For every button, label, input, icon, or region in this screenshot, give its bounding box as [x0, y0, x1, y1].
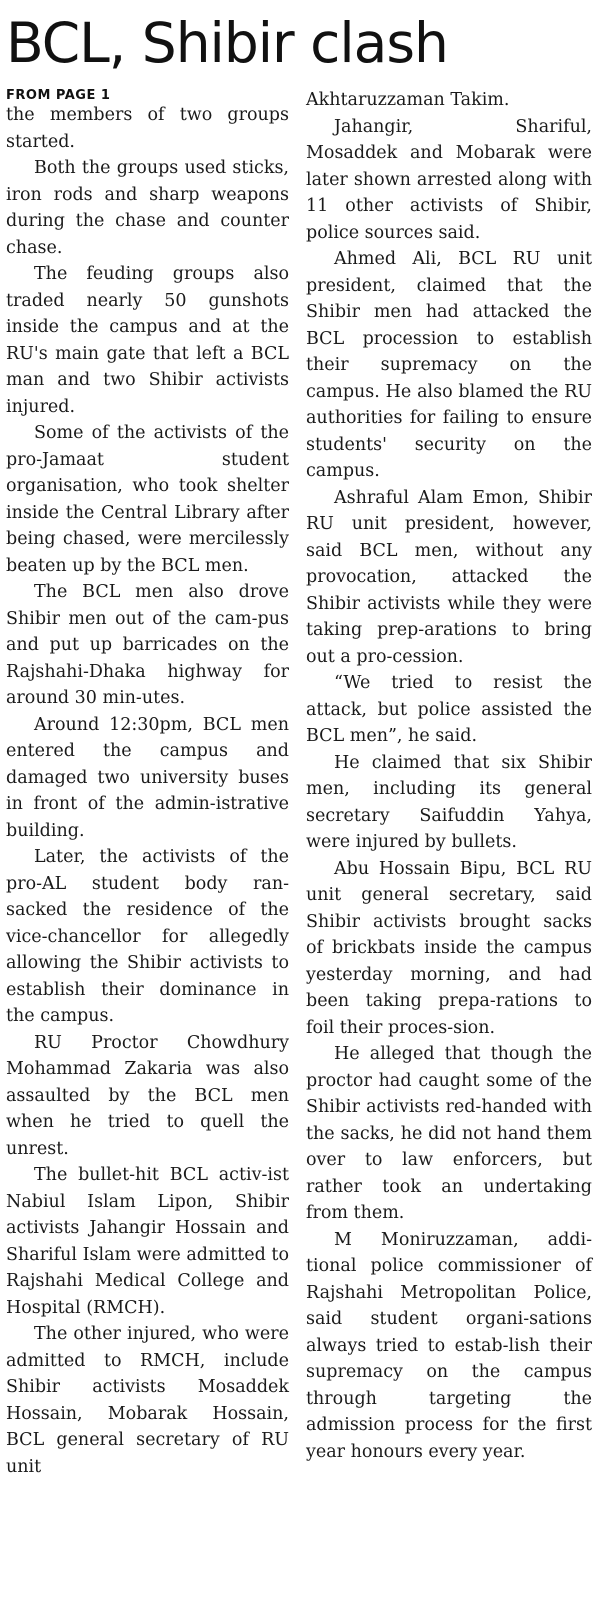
paragraph: Both the groups used sticks, iron rods and sharp weapons during the chase and counter chase. [6, 158, 289, 258]
paragraph: Around 12:30pm, BCL men entered the campus and damaged two university buses in front of the admin-istrative building. [6, 714, 289, 841]
paragraph: Some of the activists of the pro-Jamaat student organisation, who took shelter inside the Central Library after being chased, were mercilessly beaten up by the BCL men. [6, 423, 289, 576]
paragraph: Jahangir, Shariful, Mosaddek and Mobarak were later shown arrested along with 11 other activists of Shibir, police sources said. [306, 116, 592, 243]
paragraph: The bullet-hit BCL activ-ist Nabiul Islam Lipon, Shibir activists Jahangir Hossain and Shariful Islam were admitted to Rajshahi Medical College and Hospital (RMCH). [6, 1165, 289, 1318]
paragraph: The other injured, who were admitted to RMCH, include Shibir activists Mosaddek Hossain, Mobarak Hossain, BCL general secretary of RU unit [6, 1324, 289, 1477]
continuation-kicker: FROM PAGE 1 [6, 88, 111, 103]
paragraph: The feuding groups also traded nearly 50 gunshots inside the campus and at the RU's main gate that left a BCL man and two Shibir activists injured. [6, 264, 289, 417]
paragraph: Later, the activists of the pro-AL student body ran-sacked the residence of the vice-chancellor for allegedly allowing the Shibir activists to establish their dominance in the campus. [6, 847, 289, 1026]
article-column-left [6, 102, 289, 1480]
paragraph: “We tried to resist the attack, but police assisted the BCL men”, he said. [306, 673, 592, 746]
paragraph: RU Proctor Chowdhury Mohammad Zakaria was also assaulted by the BCL men when he tried to quell the unrest. [6, 1032, 289, 1159]
paragraph: Ahmed Ali, BCL RU unit president, claimed that the Shibir men had attacked the BCL procession to establish their supremacy on the campus. He also blamed the RU authorities for failing to ensure students' security on the campus. [306, 249, 592, 481]
paragraph: He alleged that though the proctor had caught some of the Shibir activists red-handed with the sacks, he did not hand them over to law enforcers, but rather took an undertaking from them. [306, 1044, 592, 1223]
paragraph: The BCL men also drove Shibir men out of the cam-pus and put up barricades on the Rajshahi-Dhaka highway for around 30 min-utes. [6, 582, 289, 708]
article-column-right [306, 87, 592, 1465]
paragraph: Akhtaruzzaman Takim. [306, 90, 510, 110]
article-headline: BCL, Shibir clash [6, 11, 448, 75]
paragraph: Ashraful Alam Emon, Shibir RU unit president, however, said BCL men, without any provocation, attacked the Shibir activists while they were taking prep-arations to bring out a pro-cession. [306, 487, 592, 667]
paragraph: the members of two groups started. [6, 105, 289, 152]
paragraph: He claimed that six Shibir men, including its general secretary Saifuddin Yahya, were injured by bullets. [306, 752, 592, 852]
paragraph: Abu Hossain Bipu, BCL RU unit general secretary, said Shibir activists brought sacks of brickbats inside the campus yesterday morning, and had been taking prepa-rations to foil their proces-sion. [306, 858, 592, 1038]
paragraph: M Moniruzzaman, addi-tional police commissioner of Rajshahi Metropolitan Police, said student organi-sations always tried to estab-lish their supremacy on the campus through targeting the admission process for the first year honours every year. [306, 1229, 592, 1462]
